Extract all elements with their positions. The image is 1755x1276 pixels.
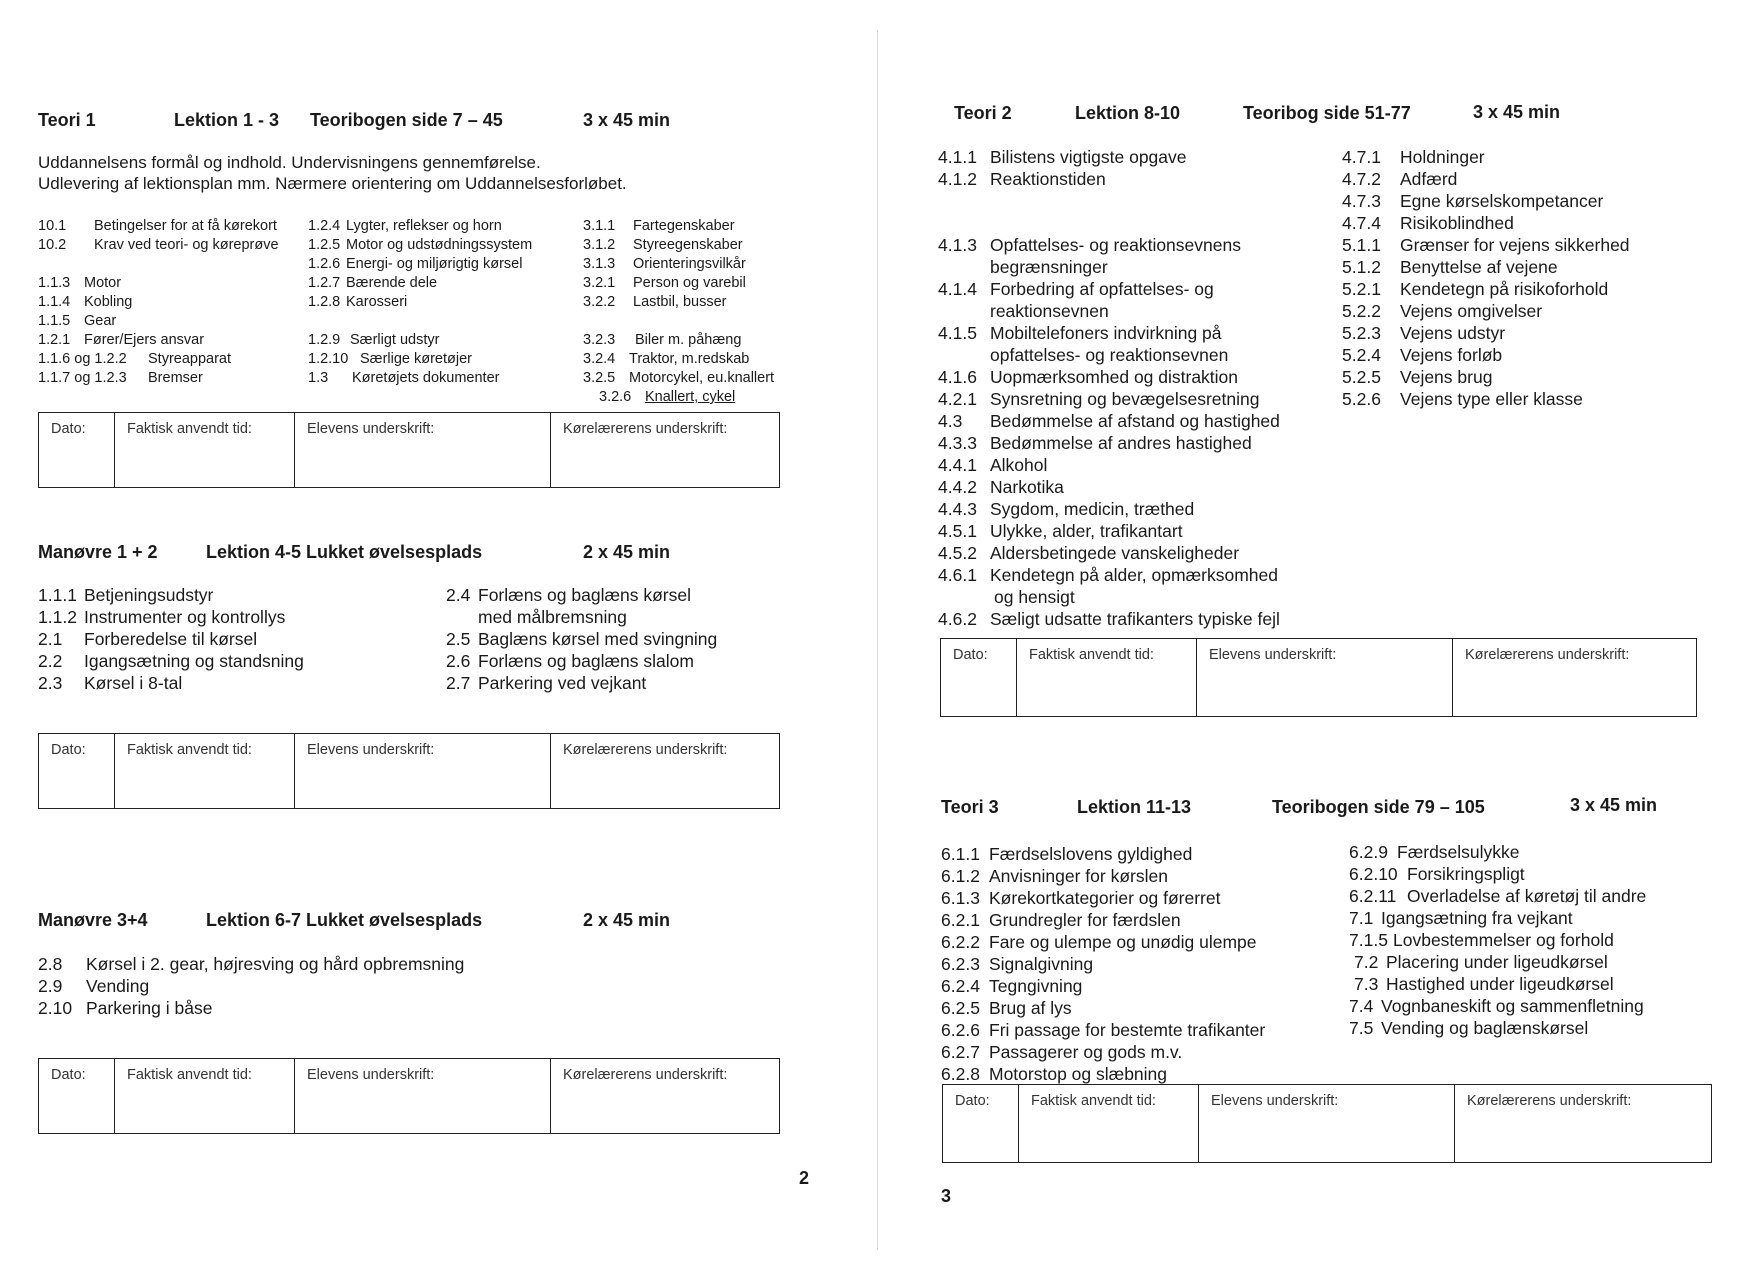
teori3-lektion: Lektion 11-13 — [1077, 797, 1192, 817]
list-item: 1.2.10 Særlige køretøjer — [308, 351, 472, 367]
list-item: 6.2.8 Motorstop og slæbning — [941, 1064, 1168, 1084]
signature-box — [38, 1058, 780, 1134]
page-number: 2 — [799, 1168, 810, 1188]
list-item: 4.4.1 Alkohol — [938, 455, 1048, 475]
list-item: 3.2.3 Biler m. påhæng — [583, 332, 742, 348]
right-page — [878, 0, 1755, 1276]
teori3-title: Teori 3 — [941, 797, 999, 817]
teori1-intro-line: Uddannelsens formål og indhold. Undervisningens gennemførelse. — [38, 153, 541, 172]
list-item: 4.1.6 Uopmærksomhed og distraktion — [938, 367, 1239, 387]
teori2-ref: Teoribog side 51-77 — [1243, 103, 1411, 123]
list-item: 4.4.2 Narkotika — [938, 477, 1064, 497]
manovre34-lektion: Lektion 6-7 Lukket øvelsesplads — [206, 910, 483, 930]
list-item: 6.2.3 Signalgivning — [941, 954, 1094, 974]
list-item: 1.1.4 Kobling — [38, 294, 133, 310]
list-item: 4.7.2 Adfærd — [1342, 169, 1458, 189]
list-item: 4.2.1 Synsretning og bevægelsesretning — [938, 389, 1260, 409]
manovre12-title: Manøvre 1 + 2 — [38, 542, 158, 562]
list-item: 2.5 Baglæns kørsel med svingning — [446, 629, 718, 649]
manovre34-title: Manøvre 3+4 — [38, 910, 148, 930]
teori2-lektion: Lektion 8-10 — [1075, 103, 1181, 123]
list-item: 7.4 Vognbaneskift og sammenfletning — [1349, 996, 1644, 1016]
list-item: 1.3 Køretøjets dokumenter — [308, 370, 500, 386]
signature-box — [940, 638, 1697, 717]
teori2-title: Teori 2 — [954, 103, 1012, 123]
date-field[interactable]: Dato: — [39, 734, 115, 808]
list-item: reaktionsevnen — [990, 301, 1109, 321]
list-item: 7.1 Igangsætning fra vejkant — [1349, 908, 1573, 928]
list-item: 3.1.3 Orienteringsvilkår — [583, 256, 746, 272]
teori1-lektion: Lektion 1 - 3 — [174, 110, 280, 130]
date-field[interactable]: Dato: — [39, 1059, 115, 1133]
list-item: og hensigt — [994, 587, 1075, 607]
time-used-field[interactable]: Faktisk anvendt tid: — [1017, 639, 1197, 716]
manovre12-duration: 2 x 45 min — [583, 542, 671, 562]
list-item: 6.1.2 Anvisninger for kørslen — [941, 866, 1168, 886]
teori3-col1 — [941, 843, 1265, 1085]
manovre12-col2 — [446, 584, 717, 694]
list-item: 6.2.10 Forsikringspligt — [1349, 864, 1525, 884]
list-item: begrænsninger — [990, 257, 1108, 277]
teori1-ref: Teoribogen side 7 – 45 — [310, 110, 503, 130]
date-field[interactable]: Dato: — [39, 413, 115, 487]
list-item: 10.1 Betingelser for at få kørekort — [38, 218, 277, 234]
student-signature-field[interactable]: Elevens underskrift: — [295, 413, 551, 487]
list-item: 2.9 Vending — [38, 976, 150, 996]
list-item: 4.5.1 Ulykke, alder, trafikantart — [938, 521, 1183, 541]
instructor-signature-field[interactable]: Kørelærerens underskrift: — [563, 1067, 728, 1083]
signature-box — [38, 733, 780, 809]
instructor-signature-field[interactable]: Kørelærerens underskrift: — [563, 742, 728, 758]
list-item — [583, 312, 774, 331]
manovre12-col1 — [38, 584, 304, 694]
list-item: 6.2.7 Passagerer og gods m.v. — [941, 1042, 1183, 1062]
list-item: 3.1.2 Styreegenskaber — [583, 237, 743, 253]
student-signature-field[interactable]: Elevens underskrift: — [1199, 1085, 1455, 1162]
list-item: 3.2.1 Person og varebil — [583, 275, 746, 291]
teori1-col1 — [38, 217, 279, 388]
list-item: 3.1.1 Fartegenskaber — [583, 218, 735, 234]
manovre12-lektion: Lektion 4-5 Lukket øvelsesplads — [206, 542, 483, 562]
student-signature-field[interactable]: Elevens underskrift: — [1197, 639, 1453, 716]
list-item: 4.1.3 Opfattelses- og reaktionsevnens — [938, 235, 1241, 255]
list-item: 5.2.2 Vejens omgivelser — [1342, 301, 1543, 321]
list-item: 3.2.5 Motorcykel, eu.knallert — [583, 370, 775, 386]
list-item: 4.1.2 Reaktionstiden — [938, 169, 1106, 189]
student-signature-field[interactable]: Elevens underskrift: — [295, 1059, 551, 1133]
list-item: opfattelses- og reaktionsevnen — [990, 345, 1229, 365]
list-item: 1.2.6 Energi- og miljørigtig kørsel — [308, 256, 523, 272]
list-item: 2.10 Parkering i båse — [38, 998, 213, 1018]
list-item: 4.6.1 Kendetegn på alder, opmærksomhed — [938, 565, 1278, 585]
list-item: 4.1.1 Bilistens vigtigste opgave — [938, 147, 1187, 167]
list-item: 2.3 Kørsel i 8-tal — [38, 673, 183, 693]
list-item: 1.2.8 Karosseri — [308, 294, 408, 310]
list-item: 7.3 Hastighed under ligeudkørsel — [1354, 974, 1614, 994]
list-item — [38, 255, 279, 274]
list-item: 1.1.2 Instrumenter og kontrollys — [38, 607, 286, 627]
teori2-col1 — [938, 146, 1280, 630]
list-item: med målbremsning — [478, 607, 627, 627]
manovre34-duration: 2 x 45 min — [583, 910, 671, 930]
list-item: 2.4 Forlæns og baglæns kørsel — [446, 585, 691, 605]
page-number: 3 — [941, 1186, 952, 1206]
list-item: 2.7 Parkering ved vejkant — [446, 673, 647, 693]
list-item — [938, 212, 1280, 234]
list-item: 6.2.5 Brug af lys — [941, 998, 1072, 1018]
list-item: 2.2 Igangsætning og standsning — [38, 651, 304, 671]
time-used-field[interactable]: Faktisk anvendt tid: — [115, 413, 295, 487]
list-item: 1.1.6 og 1.2.2 Styreapparat — [38, 351, 232, 367]
student-signature-field[interactable]: Elevens underskrift: — [295, 734, 551, 808]
teori1-col3 — [583, 217, 774, 407]
manovre34-col1 — [38, 953, 464, 1019]
teori1-col2 — [308, 217, 532, 388]
list-item: 5.1.1 Grænser for vejens sikkerhed — [1342, 235, 1630, 255]
list-item: 4.7.3 Egne kørselskompetancer — [1342, 191, 1604, 211]
list-item: 1.2.1 Fører/Ejers ansvar — [38, 332, 205, 348]
list-item: 6.2.6 Fri passage for bestemte trafikanter — [941, 1020, 1266, 1040]
list-item: 4.7.4 Risikoblindhed — [1342, 213, 1514, 233]
time-used-field[interactable]: Faktisk anvendt tid: — [115, 1059, 295, 1133]
list-item: 7.1.5 Lovbestemmelser og forhold — [1349, 930, 1614, 950]
list-item: 10.2 Krav ved teori- og køreprøve — [38, 237, 279, 253]
list-item: 1.2.7 Bærende dele — [308, 275, 438, 291]
instructor-signature-field[interactable]: Kørelærerens underskrift: — [563, 421, 728, 437]
list-item: 4.1.5 Mobiltelefoners indvirkning på — [938, 323, 1222, 343]
list-item: 7.5 Vending og baglænskørsel — [1349, 1018, 1589, 1038]
list-item: 6.2.11 Overladelse af køretøj til andre — [1349, 886, 1647, 906]
list-item: 4.1.4 Forbedring af opfattelses- og — [938, 279, 1214, 299]
signature-box — [38, 412, 780, 488]
teori1-duration: 3 x 45 min — [583, 110, 671, 130]
list-item: 1.1.1 Betjeningsudstyr — [38, 585, 214, 605]
signature-box — [942, 1084, 1712, 1163]
list-item: 2.1 Forberedelse til kørsel — [38, 629, 258, 649]
list-item: 2.6 Forlæns og baglæns slalom — [446, 651, 694, 671]
list-item — [938, 190, 1280, 212]
list-item: 4.3 Bedømmelse af afstand og hastighed — [938, 411, 1280, 431]
list-item: 5.2.4 Vejens forløb — [1342, 345, 1503, 365]
date-field[interactable]: Dato: — [943, 1085, 1019, 1162]
teori3-duration: 3 x 45 min — [1570, 795, 1658, 815]
teori3-col2 — [1349, 841, 1646, 1039]
teori1-title: Teori 1 — [38, 110, 96, 130]
list-item: 5.2.6 Vejens type eller klasse — [1342, 389, 1583, 409]
list-item: 3.2.6 Knallert, cykel — [599, 389, 736, 405]
list-item: 7.2 Placering under ligeudkørsel — [1354, 952, 1608, 972]
list-item: 6.2.9 Færdselsulykke — [1349, 842, 1520, 862]
list-item: 6.2.2 Fare og ulempe og unødig ulempe — [941, 932, 1257, 952]
teori2-col2 — [1342, 146, 1630, 410]
list-item: 6.1.3 Kørekortkategorier og førerret — [941, 888, 1221, 908]
list-item: 3.2.2 Lastbil, busser — [583, 294, 727, 310]
list-item: 4.4.3 Sygdom, medicin, træthed — [938, 499, 1195, 519]
instructor-signature-field[interactable]: Kørelærerens underskrift: — [1465, 647, 1630, 663]
list-item — [308, 312, 532, 331]
list-item: 1.1.3 Motor — [38, 275, 122, 291]
list-item: 1.1.5 Gear — [38, 313, 117, 329]
list-item: 2.8 Kørsel i 2. gear, højresving og hård opbremsning — [38, 954, 465, 974]
list-item: 1.2.5 Motor og udstødningssystem — [308, 237, 533, 253]
list-item: 5.1.2 Benyttelse af vejene — [1342, 257, 1558, 277]
list-item: 6.1.1 Færdselslovens gyldighed — [941, 844, 1193, 864]
teori2-duration: 3 x 45 min — [1473, 102, 1561, 122]
teori3-ref: Teoribogen side 79 – 105 — [1272, 797, 1485, 817]
time-used-field[interactable]: Faktisk anvendt tid: — [1019, 1085, 1199, 1162]
list-item: 1.2.9 Særligt udstyr — [308, 332, 440, 348]
teori1-intro-line: Udlevering af lektionsplan mm. Nærmere orientering om Uddannelsesforløbet. — [38, 174, 627, 193]
list-item: 6.2.4 Tegngivning — [941, 976, 1083, 996]
list-item: 4.5.2 Aldersbetingede vanskeligheder — [938, 543, 1240, 563]
list-item: 4.6.2 Sæligt udsatte trafikanters typiske fejl — [938, 609, 1280, 629]
list-item: 5.2.5 Vejens brug — [1342, 367, 1493, 387]
list-item: 6.2.1 Grundregler for færdslen — [941, 910, 1181, 930]
list-item: 1.1.7 og 1.2.3 Bremser — [38, 370, 203, 386]
list-item: 1.2.4 Lygter, reflekser og horn — [308, 218, 502, 234]
list-item: 4.3.3 Bedømmelse af andres hastighed — [938, 433, 1252, 453]
list-item: 4.7.1 Holdninger — [1342, 147, 1485, 167]
list-item: 5.2.3 Vejens udstyr — [1342, 323, 1506, 343]
date-field[interactable]: Dato: — [941, 639, 1017, 716]
list-item: 5.2.1 Kendetegn på risikoforhold — [1342, 279, 1609, 299]
instructor-signature-field[interactable]: Kørelærerens underskrift: — [1467, 1093, 1632, 1109]
teori1-intro — [38, 152, 627, 194]
time-used-field[interactable]: Faktisk anvendt tid: — [115, 734, 295, 808]
list-item: 3.2.4 Traktor, m.redskab — [583, 351, 750, 367]
